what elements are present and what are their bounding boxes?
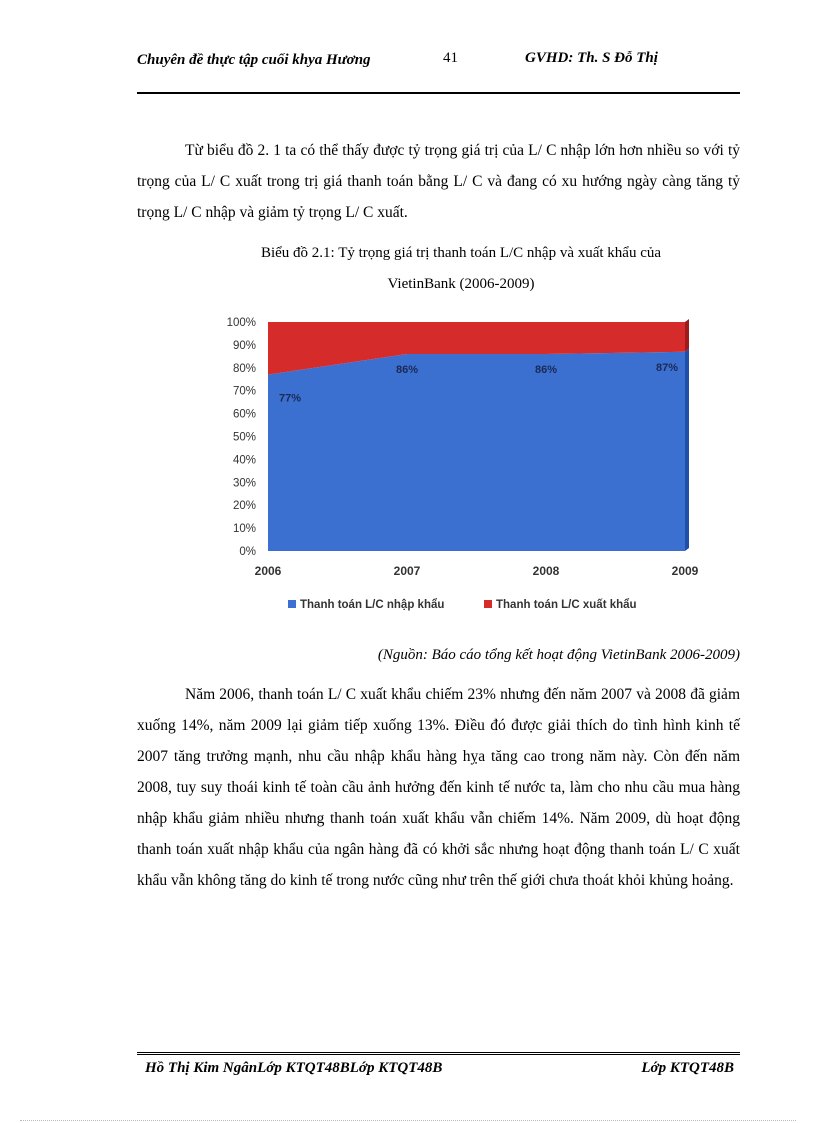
data-label: 86% <box>395 364 419 377</box>
y-tick-label: 30% <box>232 477 256 490</box>
x-tick-label: 2008 <box>532 564 560 578</box>
data-label: 86% <box>534 364 558 377</box>
area-chart <box>210 302 720 622</box>
y-tick-label: 50% <box>232 431 256 444</box>
y-tick-label: 40% <box>232 454 256 467</box>
legend-swatch-1 <box>288 600 296 608</box>
series-2-depth <box>685 319 689 352</box>
paragraph-intro: Từ biểu đồ 2. 1 ta có thể thấy được tỷ trọng giá trị của L/ C nhập lớn hơn nhiều so với tỷ trọng của L/ C xuất trong trị giá thanh toán bằng L/ C và đang có xu hướng ngày càng tăng tỷ trọng L/ C nhập và giảm tỷ trọng L/ C xuất. <box>137 142 740 221</box>
y-tick-label: 0% <box>239 546 256 558</box>
legend-label-2: Thanh toán L/C xuất khẩu <box>496 599 637 611</box>
header-supervisor: GVHD: Th. S Đỗ Thị <box>525 50 658 66</box>
legend-swatch-2 <box>484 600 492 608</box>
page-bottom-edge <box>20 1120 796 1121</box>
legend-label-1: Thanh toán L/C nhập khẩu <box>300 599 445 611</box>
y-tick-label: 60% <box>232 408 256 421</box>
footer-author: Hồ Thị Kim NgânLớp KTQT48BLớp KTQT48B <box>145 1060 443 1076</box>
y-tick-label: 70% <box>232 385 256 398</box>
y-tick-label: 90% <box>232 339 256 352</box>
chart-caption <box>137 238 785 300</box>
header-title: Chuyên đề thực tập cuối khya Hương <box>137 52 371 68</box>
page-header <box>137 48 740 94</box>
data-label: 77% <box>278 392 302 405</box>
data-label: 87% <box>655 361 679 374</box>
page-footer <box>137 1052 740 1083</box>
caption-line-1: Biểu đồ 2.1: Tỷ trọng giá trị thanh toán L/C nhập và xuất khẩu của <box>260 245 662 261</box>
page-number: 41 <box>443 50 458 66</box>
x-tick-label: 2009 <box>671 564 699 578</box>
y-tick-label: 100% <box>226 317 256 329</box>
series-1-area <box>268 352 685 551</box>
y-tick-label: 10% <box>232 523 256 536</box>
paragraph-analysis: Năm 2006, thanh toán L/ C xuất khẩu chiếm 23% nhưng đến năm 2007 và 2008 đã giảm xuống 14%, năm 2009 lại giảm tiếp xuống 13%. Điều đó được giải thích do tình hình kinh tế 2007 tăng trưởng mạnh, nhu cầu nhập khẩu hàng hỵa tăng cao trong năm này. Còn đến năm 2008, tuy suy thoái kinh tế toàn cầu ảnh hưởng đến kinh tế nước ta, làm cho nhu cầu mua hàng nhập khẩu giảm nhiều nhưng thanh toán xuất khẩu vẫn chiếm 14%. Năm 2009, dù hoạt động thanh toán xuất nhập khẩu của ngân hàng đã có khởi sắc nhưng hoạt động thanh toán L/ C xuất khẩu vẫn không tăng do kinh tế trong nước cũng như trên thế giới chưa thoát khỏi khủng hoảng. <box>137 686 740 889</box>
y-tick-label: 80% <box>232 362 256 375</box>
caption-line-2: VietinBank (2006-2009) <box>387 276 535 292</box>
chart-source: (Nguồn: Báo cáo tổng kết hoạt động VietinBank 2006-2009) <box>377 647 740 663</box>
x-tick-label: 2007 <box>393 564 421 578</box>
y-tick-label: 20% <box>232 500 256 513</box>
x-tick-label: 2006 <box>254 564 282 578</box>
footer-class: Lớp KTQT48B <box>641 1060 734 1076</box>
series-1-depth <box>685 349 689 551</box>
